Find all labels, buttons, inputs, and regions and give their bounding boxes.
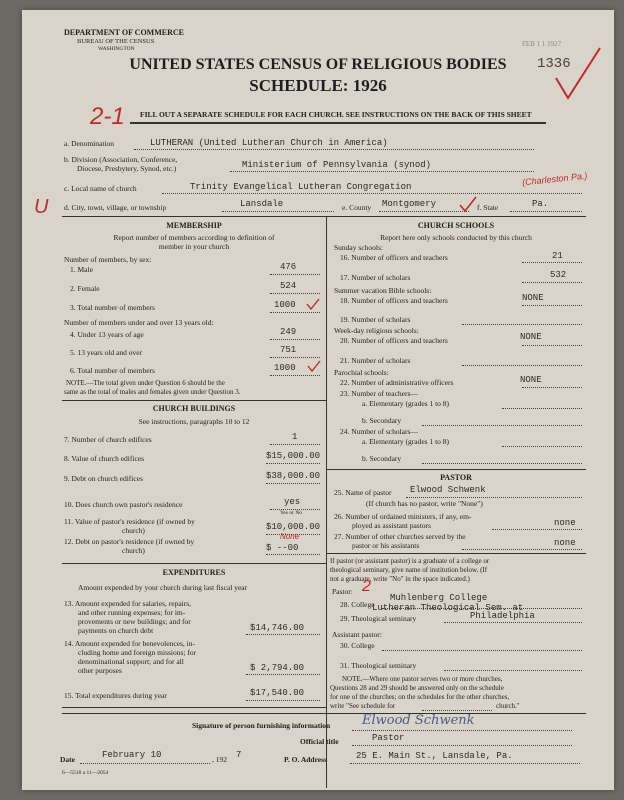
q13-label-1: 13. Amount expended for salaries, repairs, xyxy=(64,599,192,608)
section-divider xyxy=(62,216,586,217)
q19-line xyxy=(462,324,582,325)
q24-label: 24. Number of scholars— xyxy=(340,427,418,436)
membership-intro-1: Report number of members according to definition of xyxy=(113,233,275,242)
denomination-value: LUTHERAN (United Lutheran Church in America) xyxy=(150,138,388,148)
q14-label-2: cluding home and foreign missions; for xyxy=(78,648,197,657)
signature-label: Signature of person furnishing information xyxy=(192,721,331,730)
q16-value: 21 xyxy=(552,251,563,261)
q14-value: $ 2,794.00 xyxy=(250,663,305,673)
pastor-subheading: Pastor: xyxy=(332,587,353,596)
q28-label: 28. College xyxy=(340,600,375,609)
q20-value: NONE xyxy=(520,332,542,342)
graduate-note-2: theological seminary, give name of institution below. (If xyxy=(330,566,488,574)
q27-label-1: 27. Number of other churches served by the xyxy=(334,532,466,541)
pastor-note-1: NOTE.—Where one pastor serves two or more churches, xyxy=(342,675,503,683)
assistant-pastor-subheading: Assistant pastor: xyxy=(332,630,382,639)
q1-label: 1. Male xyxy=(70,265,93,274)
q7-line xyxy=(270,444,320,445)
division-label-1: b. Division (Association, Conference, xyxy=(64,155,178,164)
sunday-schools-label: Sunday schools: xyxy=(334,243,383,252)
q4-line xyxy=(270,339,320,340)
q12-handwritten: None xyxy=(280,532,300,541)
q9-value: $38,000.00 xyxy=(266,471,321,481)
q10-label: 10. Does church own pastor's residence xyxy=(64,500,183,509)
official-title-label: Official title xyxy=(300,737,339,746)
year-digit: 7 xyxy=(236,750,242,760)
q18-label: 18. Number of officers and teachers xyxy=(340,296,448,305)
q9-label: 9. Debt on church edifices xyxy=(64,474,143,483)
weekday-schools-label: Week-day religious schools: xyxy=(334,326,419,335)
age-intro-label: Number of members under and over 13 years old: xyxy=(64,318,214,327)
q20-line xyxy=(522,345,582,346)
q27-line xyxy=(462,549,582,550)
instructions-line: FILL OUT A SEPARATE SCHEDULE FOR EACH CHURCH. SEE INSTRUCTIONS ON THE BACK OF THIS SHEET xyxy=(140,110,532,119)
membership-note-2: same as the total of males and females given under Question 3. xyxy=(64,388,241,396)
q22-value: NONE xyxy=(520,375,542,385)
q1-value: 476 xyxy=(280,262,297,272)
q27-value: none xyxy=(554,538,576,548)
official-title-line xyxy=(352,745,572,746)
q13-label-4: payments on church debt xyxy=(78,626,154,635)
q12-value: $ --00 xyxy=(266,543,299,553)
check-mark-icon xyxy=(458,195,478,213)
division-value: Ministerium of Pennsylvania (synod) xyxy=(242,160,432,170)
q15-value: $17,540.00 xyxy=(250,688,305,698)
q17-line xyxy=(522,282,582,283)
q24b-label: b. Secondary xyxy=(362,454,402,463)
schools-title: CHURCH SCHOOLS xyxy=(417,221,495,230)
division-line xyxy=(230,171,534,172)
q26-line xyxy=(492,529,582,530)
q14-label-4: other purposes xyxy=(78,666,122,675)
q26-label-1: 26. Number of ordained ministers, if any, em- xyxy=(334,512,472,521)
q21-label: 21. Number of scholars xyxy=(340,356,411,365)
q8-label: 8. Value of church edifices xyxy=(64,454,145,463)
q30-line xyxy=(382,650,582,651)
q5-value: 751 xyxy=(280,345,297,355)
q12-label-1: 12. Debt on pastor's residence (if owned by xyxy=(64,537,195,546)
summer-schools-label: Summer vacation Bible schools: xyxy=(334,286,432,295)
q30-label: 30. College xyxy=(340,641,375,650)
state-line xyxy=(510,211,582,212)
yes-no-hint: Yes or No xyxy=(280,510,303,516)
q5-line xyxy=(270,357,320,358)
q13-value: $14,746.00 xyxy=(250,623,305,633)
city-town-label: d. City, town, village, or township xyxy=(64,203,167,212)
check-mark-icon xyxy=(306,297,320,311)
section-divider xyxy=(326,553,586,554)
margin-mark: U xyxy=(34,196,49,218)
church-name-handwritten: (Charleston Pa.) xyxy=(521,170,588,188)
q24a-line xyxy=(502,446,582,447)
official-title-value: Pastor xyxy=(372,733,405,743)
section-divider xyxy=(62,707,326,708)
q6-line xyxy=(270,375,320,376)
church-name-label: c. Local name of church xyxy=(64,184,137,193)
q22-label: 22. Number of administrative officers xyxy=(340,378,454,387)
section-divider xyxy=(62,563,326,564)
graduate-note-1: If pastor (or assistant pastor) is a graduate of a college or xyxy=(330,557,490,565)
city-label: WASHINGTON xyxy=(98,46,135,52)
q21-line xyxy=(462,365,582,366)
pastor-note-blank xyxy=(422,710,492,711)
pastor-note-5: church." xyxy=(496,702,520,710)
q11-label-2: church) xyxy=(122,526,145,535)
date-label: Date xyxy=(60,755,75,764)
q2-line xyxy=(270,293,320,294)
q27-label-2: pastor or his assistants xyxy=(352,541,420,550)
pastor-note-3: for one of the churches; on the schedules for the other churches, xyxy=(330,693,510,701)
q12-label-2: church) xyxy=(122,546,145,555)
received-stamp: FEB 1 1 1927 xyxy=(522,40,562,48)
q8-value: $15,000.00 xyxy=(266,451,321,461)
column-divider xyxy=(326,216,327,788)
q24b-line xyxy=(422,463,582,464)
q23-label: 23. Number of teachers— xyxy=(340,389,418,398)
pastor-title: PASTOR xyxy=(440,473,472,482)
q15-label: 15. Total expenditures during year xyxy=(64,691,167,700)
q19-label: 19. Number of scholars xyxy=(340,315,411,324)
q6-value: 1000 xyxy=(274,363,296,373)
q31-label: 31. Theological seminary xyxy=(340,661,417,670)
county-line xyxy=(379,211,469,212)
county-value: Montgomery xyxy=(382,199,437,209)
q1-line xyxy=(270,274,320,275)
q29-value-2: Philadelphia xyxy=(470,611,535,621)
handwritten-mark: 2-1 xyxy=(90,103,125,130)
schedule-title: SCHEDULE: 1926 xyxy=(249,76,387,95)
section-divider xyxy=(62,713,586,714)
q3-line xyxy=(270,312,320,313)
schools-intro: Report here only schools conducted by this church xyxy=(380,233,532,242)
pastor-note-2: Questions 28 and 29 should be answered only on the schedule xyxy=(330,684,504,692)
q20-label: 20. Number of officers and teachers xyxy=(340,336,448,345)
q25-line xyxy=(406,497,582,498)
bureau-label: BUREAU OF THE CENSUS xyxy=(77,38,155,45)
q13-label-3: provements or new buildings; and for xyxy=(78,617,191,626)
q25-value: Elwood Schwenk xyxy=(410,485,486,495)
signature-value: Elwood Schwenk xyxy=(362,713,475,728)
q6-label: 6. Total number of members xyxy=(70,366,155,375)
q7-value: 1 xyxy=(292,432,298,442)
q10-value: yes xyxy=(284,497,301,507)
q7-label: 7. Number of church edifices xyxy=(64,435,152,444)
expenditures-intro: Amount expended by your church during last fiscal year xyxy=(78,583,248,592)
q29-label: 29. Theological seminary xyxy=(340,614,417,623)
q25-note: (If church has no pastor, write "None") xyxy=(366,499,483,508)
q16-label: 16. Number of officers and teachers xyxy=(340,253,448,262)
church-name-value: Trinity Evangelical Lutheran Congregation xyxy=(190,182,412,192)
q13-line xyxy=(246,634,320,635)
q2-label: 2. Female xyxy=(70,284,100,293)
q28-value: Muhlenberg College xyxy=(390,593,488,603)
q11-value: $10,000.00 xyxy=(266,522,321,532)
date-line xyxy=(80,763,210,764)
q9-line xyxy=(266,483,320,484)
division-label-2: Diocese, Presbytery, Synod, etc.) xyxy=(77,164,177,173)
section-divider xyxy=(326,469,586,470)
q17-label: 17. Number of scholars xyxy=(340,273,411,282)
parochial-schools-label: Parochial schools: xyxy=(334,368,389,377)
denomination-line xyxy=(134,149,534,150)
pastor-note-4: write "See schedule for xyxy=(330,702,396,710)
form-number: 1336 xyxy=(537,56,571,72)
q23a-line xyxy=(502,408,582,409)
signature-line xyxy=(352,730,572,731)
expenditures-title: EXPENDITURES xyxy=(162,568,226,577)
year-prefix: , 192 xyxy=(212,755,227,764)
q31-line xyxy=(444,670,582,671)
q8-line xyxy=(266,463,320,464)
city-town-line xyxy=(222,211,334,212)
q24a-label: a. Elementary (grades 1 to 8) xyxy=(362,437,450,446)
q4-value: 249 xyxy=(280,327,297,337)
form-title: UNITED STATES CENSUS OF RELIGIOUS BODIES xyxy=(129,56,507,73)
state-label: f. State xyxy=(477,203,499,212)
address-line xyxy=(350,763,580,764)
church-name-line xyxy=(162,193,582,194)
q23b-label: b. Secondary xyxy=(362,416,402,425)
q4-label: 4. Under 13 years of age xyxy=(70,330,144,339)
denomination-label: a. Denomination xyxy=(64,139,114,148)
q29-value-1: Lutheran Theological Sem. at xyxy=(372,603,524,613)
by-sex-label: Number of members, by sex: xyxy=(64,255,152,264)
address-label: P. O. Address xyxy=(284,755,327,764)
membership-note-1: NOTE.—The total given under Question 6 should be the xyxy=(66,379,225,387)
pastor-handwritten-mark: 2 xyxy=(362,578,371,595)
q3-label: 3. Total number of members xyxy=(70,303,155,312)
city-town-value: Lansdale xyxy=(240,199,284,209)
buildings-title: CHURCH BUILDINGS xyxy=(152,404,236,413)
q14-label-1: 14. Amount expended for benevolences, in- xyxy=(64,639,196,648)
q11-label-1: 11. Value of pastor's residence (if owned by xyxy=(64,517,195,526)
buildings-subtitle: See instructions, paragraphs 10 to 12 xyxy=(138,417,250,426)
form-code: 6—5518 a 11—2054 xyxy=(62,770,109,776)
section-divider xyxy=(62,400,326,401)
q23a-label: a. Elementary (grades 1 to 8) xyxy=(362,399,450,408)
q29-line xyxy=(444,622,582,623)
q15-line xyxy=(246,700,320,701)
check-mark-icon xyxy=(307,359,321,373)
q14-label-3: denominational support; and for all xyxy=(78,657,184,666)
membership-intro-2: member in your church xyxy=(158,242,230,251)
graduate-note-3: not a graduate, write "No" in the space indicated.) xyxy=(330,575,470,583)
q18-line xyxy=(522,305,582,306)
q25-label: 25. Name of pastor xyxy=(334,488,392,497)
address-value: 25 E. Main St., Lansdale, Pa. xyxy=(356,751,513,761)
department-label: DEPARTMENT OF COMMERCE xyxy=(64,28,185,37)
q13-label-2: and other running expenses; for im- xyxy=(78,608,186,617)
census-schedule-sheet xyxy=(22,10,614,790)
q16-line xyxy=(522,262,582,263)
q26-label-2: ployed as assistant pastors xyxy=(352,521,431,530)
q3-value: 1000 xyxy=(274,300,296,310)
q2-value: 524 xyxy=(280,281,297,291)
membership-title: MEMBERSHIP xyxy=(166,221,222,230)
divider xyxy=(130,122,546,124)
state-value: Pa. xyxy=(532,199,549,209)
q17-value: 532 xyxy=(550,270,567,280)
q18-value: NONE xyxy=(522,293,544,303)
date-value: February 10 xyxy=(102,750,162,760)
q12-line xyxy=(266,554,320,555)
county-label: e. County xyxy=(342,203,372,212)
q23b-line xyxy=(422,425,582,426)
q26-value: none xyxy=(554,518,576,528)
q22-line xyxy=(522,387,582,388)
q14-line xyxy=(246,674,320,675)
q5-label: 5. 13 years old and over xyxy=(70,348,143,357)
